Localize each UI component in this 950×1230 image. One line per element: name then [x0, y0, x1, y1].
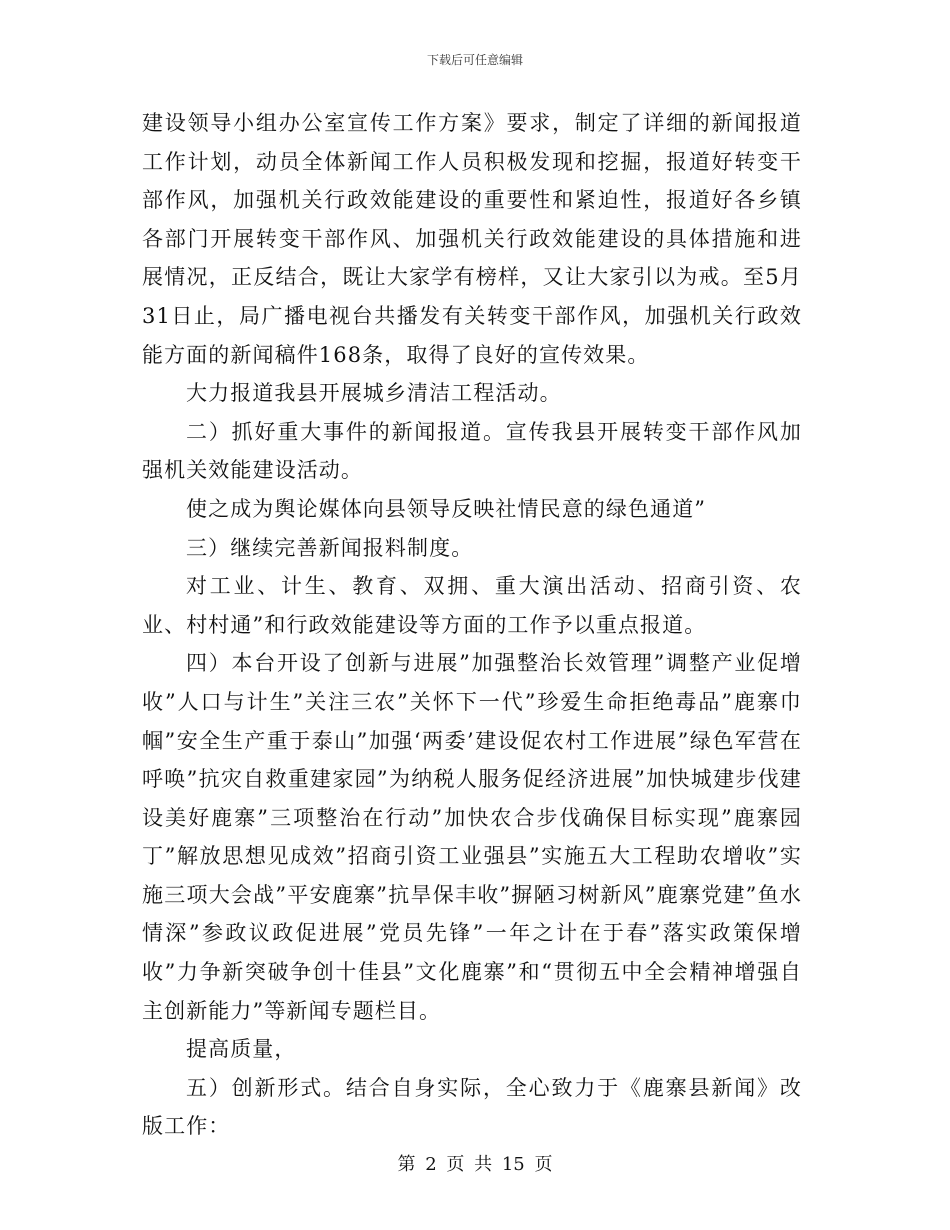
page-header: 下载后可任意编辑: [426, 53, 523, 67]
page-number: 第 2 页 共 15 页: [397, 1154, 553, 1175]
paragraph-6: 对工业、计生、教育、双拥、重大演出活动、招商引资、农业、村村通”和行政效能建设等方面的工作予以重点报道。: [142, 574, 802, 637]
paragraph-5: 三）继续完善新闻报料制度。: [186, 535, 474, 560]
paragraph-3: 二）抓好重大事件的新闻报道。宣传我县开展转变干部作风加强机关效能建设活动。: [142, 419, 802, 483]
paragraph-1: 建设领导小组办公室宣传工作方案》要求，制定了详细的新闻报道工作计划，动员全体新闻工作人员积极发现和挖掘，报道好转变干部作风，加强机关行政效能建设的重要性和紧迫性，报道好各乡镇各部门开展转变干部作风、加强机关行政效能建设的具体措施和进展情况，正反结合，既让大家学有榜样，又让大家引以为戒。至5月31日止，局广播电视台共播发有关转变干部作风，加强机关行政效能方面的新闻稿件168条，取得了良好的宣传效果。: [142, 111, 802, 367]
document-body: [142, 104, 802, 1146]
paragraph-7: 四）本台开设了创新与进展”加强整治长效管理”调整产业促增收”人口与计生”关注三农”关怀下一代”珍爱生命拒绝毒品”鹿寨巾帼”安全生产重于泰山”加强‘两委’建设促农村工作进展”绿色军营在呼唤”抗灾自救重建家园”为纳税人服务促经济进展”加快城建步伐建设美好鹿寨”三项整治在行动”加快农合步伐确保目标实现”鹿寨园丁”解放思想见成效”招商引资工业强县”实施五大工程助农增收”实施三项大会战”平安鹿寨”抗旱保丰收”摒陋习树新风”鹿寨党建”鱼水情深”参政议政促进展”党员先锋”一年之计在于春”落实政策保增收”力争新突破争创十佳县”文化鹿寨”和“贯彻五中全会精神增强自主创新能力”等新闻专题栏目。: [142, 651, 802, 1023]
paragraph-2: 大力报道我县开展城乡清洁工程活动。: [186, 381, 562, 406]
paragraph-4: 使之成为舆论媒体向县领导反映社情民意的绿色通道”: [186, 496, 707, 521]
paragraph-8: 提高质量，: [186, 1037, 297, 1062]
paragraph-9: 五）创新形式。结合自身实际，全心致力于《鹿寨县新闻》改版工作：: [142, 1075, 802, 1139]
